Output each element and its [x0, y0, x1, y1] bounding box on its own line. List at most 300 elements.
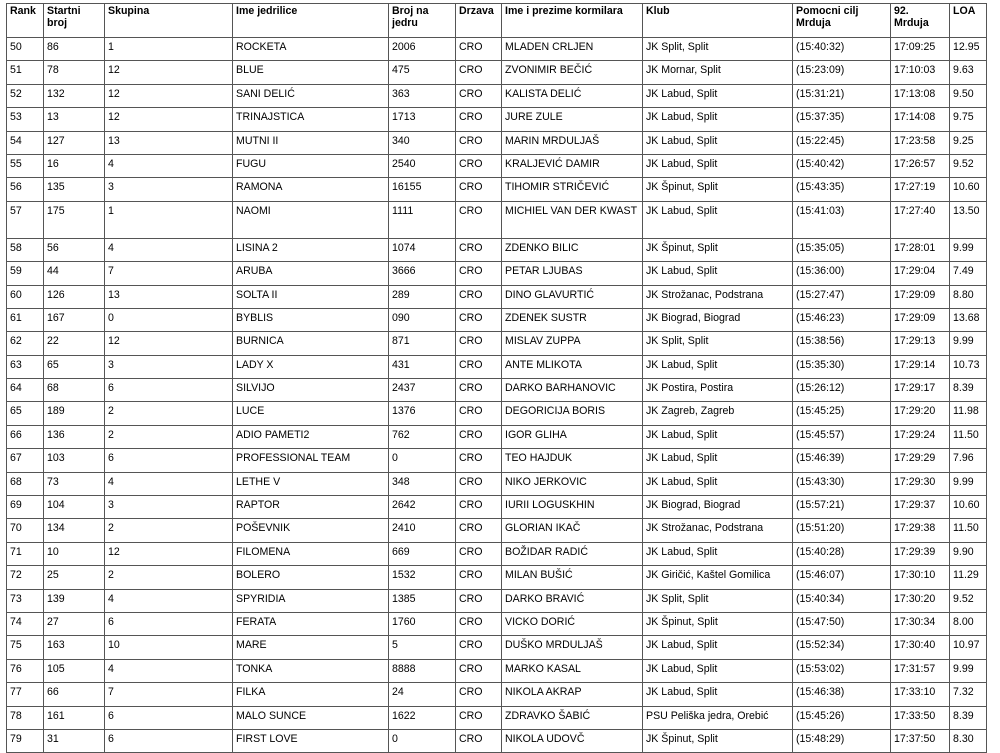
- table-cell: JK Strožanac, Podstrana: [643, 519, 793, 542]
- table-cell: 67: [7, 449, 44, 472]
- table-row: [7, 38, 987, 61]
- table-cell: 8888: [389, 659, 456, 682]
- table-row: [7, 379, 987, 402]
- table-cell: CRO: [456, 683, 502, 706]
- column-header: 92. Mrduja: [891, 4, 950, 38]
- table-cell: 7.96: [950, 449, 987, 472]
- table-cell: 9.52: [950, 589, 987, 612]
- table-cell: 73: [7, 589, 44, 612]
- table-cell: 78: [44, 61, 105, 84]
- table-cell: 17:30:20: [891, 589, 950, 612]
- table-cell: 17:29:37: [891, 496, 950, 519]
- table-cell: (15:43:30): [793, 472, 891, 495]
- table-cell: 090: [389, 308, 456, 331]
- table-cell: (15:35:05): [793, 238, 891, 261]
- column-header: Ime jedrilice: [233, 4, 389, 38]
- table-cell: 2: [105, 425, 233, 448]
- table-cell: JK Split, Split: [643, 589, 793, 612]
- table-cell: (15:45:26): [793, 706, 891, 729]
- column-header: Pomocni cilj Mrduja: [793, 4, 891, 38]
- table-cell: 17:28:01: [891, 238, 950, 261]
- table-cell: 2410: [389, 519, 456, 542]
- table-cell: CRO: [456, 496, 502, 519]
- table-cell: 17:14:08: [891, 108, 950, 131]
- table-cell: 17:31:57: [891, 659, 950, 682]
- table-row: [7, 449, 987, 472]
- table-cell: CRO: [456, 379, 502, 402]
- table-cell: 7.32: [950, 683, 987, 706]
- table-cell: 10.97: [950, 636, 987, 659]
- table-cell: JK Labud, Split: [643, 108, 793, 131]
- table-row: [7, 659, 987, 682]
- table-cell: CRO: [456, 332, 502, 355]
- table-cell: 17:13:08: [891, 84, 950, 107]
- table-cell: 2: [105, 519, 233, 542]
- table-row: [7, 612, 987, 635]
- table-cell: 7.49: [950, 262, 987, 285]
- table-cell: 8.00: [950, 612, 987, 635]
- table-cell: ADIO PAMETI2: [233, 425, 389, 448]
- table-cell: 2: [105, 402, 233, 425]
- table-cell: 11.98: [950, 402, 987, 425]
- table-cell: 475: [389, 61, 456, 84]
- table-cell: 76: [7, 659, 44, 682]
- column-header: Rank: [7, 4, 44, 38]
- table-cell: 9.63: [950, 61, 987, 84]
- table-cell: (15:43:35): [793, 178, 891, 201]
- table-cell: 135: [44, 178, 105, 201]
- table-cell: 0: [105, 308, 233, 331]
- table-cell: 17:30:40: [891, 636, 950, 659]
- table-cell: JK Špinut, Split: [643, 729, 793, 752]
- table-cell: ZDENKO BILIC: [502, 238, 643, 261]
- table-cell: JURE ZULE: [502, 108, 643, 131]
- table-cell: 9.75: [950, 108, 987, 131]
- table-cell: ANTE MLIKOTA: [502, 355, 643, 378]
- table-cell: (15:47:50): [793, 612, 891, 635]
- table-row: [7, 706, 987, 729]
- table-cell: 17:29:13: [891, 332, 950, 355]
- table-cell: 3: [105, 496, 233, 519]
- table-cell: JK Giričić, Kaštel Gomilica: [643, 566, 793, 589]
- table-cell: 3666: [389, 262, 456, 285]
- table-cell: 10.73: [950, 355, 987, 378]
- table-cell: 13: [105, 285, 233, 308]
- table-cell: 4: [105, 589, 233, 612]
- table-cell: 51: [7, 61, 44, 84]
- table-cell: 2540: [389, 154, 456, 177]
- table-cell: 22: [44, 332, 105, 355]
- table-cell: 44: [44, 262, 105, 285]
- table-cell: CRO: [456, 308, 502, 331]
- table-cell: 17:29:24: [891, 425, 950, 448]
- table-cell: CRO: [456, 201, 502, 238]
- table-cell: BURNICA: [233, 332, 389, 355]
- column-header: Ime i prezime kormilara: [502, 4, 643, 38]
- table-row: [7, 542, 987, 565]
- table-cell: 762: [389, 425, 456, 448]
- table-cell: FIRST LOVE: [233, 729, 389, 752]
- table-cell: 17:29:29: [891, 449, 950, 472]
- table-cell: CRO: [456, 659, 502, 682]
- table-cell: (15:52:34): [793, 636, 891, 659]
- table-row: [7, 201, 987, 238]
- table-cell: 13: [44, 108, 105, 131]
- table-cell: (15:46:39): [793, 449, 891, 472]
- table-row: [7, 308, 987, 331]
- table-cell: DUŠKO MRDULJAŠ: [502, 636, 643, 659]
- table-cell: 1532: [389, 566, 456, 589]
- table-cell: 50: [7, 38, 44, 61]
- table-cell: 8.30: [950, 729, 987, 752]
- table-cell: 31: [44, 729, 105, 752]
- table-cell: (15:53:02): [793, 659, 891, 682]
- table-cell: JK Labud, Split: [643, 449, 793, 472]
- table-cell: 104: [44, 496, 105, 519]
- table-cell: JK Labud, Split: [643, 472, 793, 495]
- table-cell: TEO HAJDUK: [502, 449, 643, 472]
- table-cell: SPYRIDIA: [233, 589, 389, 612]
- table-cell: 57: [7, 201, 44, 238]
- table-cell: 79: [7, 729, 44, 752]
- table-cell: VICKO DORIĆ: [502, 612, 643, 635]
- table-cell: 17:29:04: [891, 262, 950, 285]
- table-cell: DARKO BRAVIĆ: [502, 589, 643, 612]
- table-cell: 61: [7, 308, 44, 331]
- table-cell: 17:27:19: [891, 178, 950, 201]
- table-cell: 167: [44, 308, 105, 331]
- table-row: [7, 519, 987, 542]
- table-cell: TRINAJSTICA: [233, 108, 389, 131]
- column-header: LOA: [950, 4, 987, 38]
- table-cell: KALISTA DELIĆ: [502, 84, 643, 107]
- table-cell: CRO: [456, 636, 502, 659]
- table-cell: BOLERO: [233, 566, 389, 589]
- table-cell: CRO: [456, 61, 502, 84]
- table-cell: PROFESSIONAL TEAM: [233, 449, 389, 472]
- table-cell: LETHE V: [233, 472, 389, 495]
- table-cell: BLUE: [233, 61, 389, 84]
- table-row: [7, 589, 987, 612]
- table-cell: 4: [105, 472, 233, 495]
- table-cell: 17:30:34: [891, 612, 950, 635]
- table-cell: CRO: [456, 706, 502, 729]
- table-cell: 6: [105, 612, 233, 635]
- table-cell: (15:51:20): [793, 519, 891, 542]
- column-header: Broj na jedru: [389, 4, 456, 38]
- table-cell: JK Postira, Postira: [643, 379, 793, 402]
- table-cell: 17:09:25: [891, 38, 950, 61]
- table-cell: 86: [44, 38, 105, 61]
- table-row: [7, 84, 987, 107]
- table-cell: 17:29:20: [891, 402, 950, 425]
- table-row: [7, 402, 987, 425]
- table-cell: MUTNI II: [233, 131, 389, 154]
- table-cell: 58: [7, 238, 44, 261]
- table-cell: 54: [7, 131, 44, 154]
- table-row: [7, 496, 987, 519]
- table-cell: 2642: [389, 496, 456, 519]
- table-cell: 5: [389, 636, 456, 659]
- table-cell: JK Strožanac, Podstrana: [643, 285, 793, 308]
- table-cell: 12.95: [950, 38, 987, 61]
- table-cell: (15:40:28): [793, 542, 891, 565]
- table-cell: DINO GLAVURTIĆ: [502, 285, 643, 308]
- table-cell: CRO: [456, 612, 502, 635]
- table-cell: 68: [7, 472, 44, 495]
- table-cell: 6: [105, 379, 233, 402]
- table-cell: 17:29:38: [891, 519, 950, 542]
- table-cell: 25: [44, 566, 105, 589]
- table-cell: 53: [7, 108, 44, 131]
- table-cell: 4: [105, 238, 233, 261]
- table-cell: CRO: [456, 154, 502, 177]
- table-cell: 17:23:58: [891, 131, 950, 154]
- table-cell: RAMONA: [233, 178, 389, 201]
- table-row: [7, 355, 987, 378]
- table-cell: JK Labud, Split: [643, 84, 793, 107]
- table-cell: CRO: [456, 285, 502, 308]
- table-cell: BOŽIDAR RADIĆ: [502, 542, 643, 565]
- table-cell: 59: [7, 262, 44, 285]
- table-cell: 9.52: [950, 154, 987, 177]
- table-cell: CRO: [456, 402, 502, 425]
- table-cell: (15:46:38): [793, 683, 891, 706]
- table-cell: 55: [7, 154, 44, 177]
- table-row: [7, 285, 987, 308]
- table-cell: CRO: [456, 238, 502, 261]
- table-cell: 1: [105, 201, 233, 238]
- table-cell: 103: [44, 449, 105, 472]
- table-cell: JK Labud, Split: [643, 131, 793, 154]
- table-body: [7, 38, 987, 753]
- table-cell: 11.50: [950, 519, 987, 542]
- table-cell: 2006: [389, 38, 456, 61]
- table-cell: 163: [44, 636, 105, 659]
- table-row: [7, 154, 987, 177]
- table-cell: DARKO BARHANOVIC: [502, 379, 643, 402]
- table-cell: 1713: [389, 108, 456, 131]
- table-cell: 66: [7, 425, 44, 448]
- table-cell: NIKOLA AKRAP: [502, 683, 643, 706]
- table-cell: 1760: [389, 612, 456, 635]
- table-cell: 68: [44, 379, 105, 402]
- table-cell: 348: [389, 472, 456, 495]
- table-cell: 1385: [389, 589, 456, 612]
- table-cell: 17:27:40: [891, 201, 950, 238]
- table-cell: 12: [105, 108, 233, 131]
- table-cell: 6: [105, 706, 233, 729]
- table-cell: JK Labud, Split: [643, 683, 793, 706]
- table-cell: JK Split, Split: [643, 38, 793, 61]
- table-cell: JK Špinut, Split: [643, 238, 793, 261]
- table-cell: FERATA: [233, 612, 389, 635]
- results-table-container: [6, 3, 987, 753]
- table-cell: 65: [44, 355, 105, 378]
- table-cell: 52: [7, 84, 44, 107]
- table-cell: KRALJEVIĆ DAMIR: [502, 154, 643, 177]
- table-cell: 10.60: [950, 178, 987, 201]
- table-cell: 132: [44, 84, 105, 107]
- table-cell: CRO: [456, 355, 502, 378]
- table-cell: 1111: [389, 201, 456, 238]
- table-cell: CRO: [456, 729, 502, 752]
- table-cell: (15:40:42): [793, 154, 891, 177]
- table-cell: ZVONIMIR BEČIĆ: [502, 61, 643, 84]
- table-cell: 0: [389, 449, 456, 472]
- table-cell: 6: [105, 729, 233, 752]
- table-cell: (15:22:45): [793, 131, 891, 154]
- table-cell: 17:26:57: [891, 154, 950, 177]
- table-cell: SANI DELIĆ: [233, 84, 389, 107]
- table-cell: 10.60: [950, 496, 987, 519]
- table-row: [7, 729, 987, 752]
- table-cell: CRO: [456, 519, 502, 542]
- table-cell: CRO: [456, 131, 502, 154]
- table-cell: 1074: [389, 238, 456, 261]
- table-cell: CRO: [456, 589, 502, 612]
- table-cell: 11.50: [950, 425, 987, 448]
- table-cell: 62: [7, 332, 44, 355]
- table-cell: CRO: [456, 262, 502, 285]
- table-cell: 17:37:50: [891, 729, 950, 752]
- table-cell: (15:23:09): [793, 61, 891, 84]
- table-cell: DEGORICIJA BORIS: [502, 402, 643, 425]
- table-cell: 8.39: [950, 706, 987, 729]
- table-cell: 12: [105, 332, 233, 355]
- table-cell: 0: [389, 729, 456, 752]
- table-cell: 13: [105, 131, 233, 154]
- table-cell: (15:48:29): [793, 729, 891, 752]
- table-cell: (15:57:21): [793, 496, 891, 519]
- table-cell: 136: [44, 425, 105, 448]
- table-cell: SOLTA II: [233, 285, 389, 308]
- table-cell: 63: [7, 355, 44, 378]
- table-cell: LADY X: [233, 355, 389, 378]
- table-cell: (15:27:47): [793, 285, 891, 308]
- table-cell: JK Labud, Split: [643, 636, 793, 659]
- table-cell: 2: [105, 566, 233, 589]
- table-cell: 7: [105, 262, 233, 285]
- table-cell: 70: [7, 519, 44, 542]
- table-cell: (15:45:25): [793, 402, 891, 425]
- table-cell: IURII LOGUSKHIN: [502, 496, 643, 519]
- table-cell: CRO: [456, 542, 502, 565]
- table-cell: JK Labud, Split: [643, 355, 793, 378]
- table-cell: NIKO JERKOVIC: [502, 472, 643, 495]
- table-cell: 340: [389, 131, 456, 154]
- table-cell: TIHOMIR STRIČEVIĆ: [502, 178, 643, 201]
- table-cell: 65: [7, 402, 44, 425]
- table-cell: JK Labud, Split: [643, 425, 793, 448]
- results-table: [6, 3, 987, 753]
- table-cell: ZDENEK SUSTR: [502, 308, 643, 331]
- table-cell: CRO: [456, 108, 502, 131]
- table-cell: FILKA: [233, 683, 389, 706]
- table-cell: 24: [389, 683, 456, 706]
- column-header: Drzava: [456, 4, 502, 38]
- table-cell: 17:29:39: [891, 542, 950, 565]
- table-cell: 13.50: [950, 201, 987, 238]
- table-cell: BYBLIS: [233, 308, 389, 331]
- table-cell: 10: [105, 636, 233, 659]
- table-cell: 71: [7, 542, 44, 565]
- table-row: [7, 262, 987, 285]
- table-cell: CRO: [456, 449, 502, 472]
- table-cell: ZDRAVKO ŠABIĆ: [502, 706, 643, 729]
- table-cell: 9.99: [950, 659, 987, 682]
- table-cell: JK Labud, Split: [643, 154, 793, 177]
- table-cell: JK Mornar, Split: [643, 61, 793, 84]
- table-cell: 4: [105, 154, 233, 177]
- table-cell: 1622: [389, 706, 456, 729]
- table-cell: JK Biograd, Biograd: [643, 308, 793, 331]
- table-cell: 13.68: [950, 308, 987, 331]
- table-cell: 9.99: [950, 238, 987, 261]
- table-cell: 73: [44, 472, 105, 495]
- table-cell: IGOR GLIHA: [502, 425, 643, 448]
- table-cell: CRO: [456, 566, 502, 589]
- table-cell: 27: [44, 612, 105, 635]
- table-cell: 69: [7, 496, 44, 519]
- table-cell: 7: [105, 683, 233, 706]
- table-cell: 9.99: [950, 332, 987, 355]
- table-cell: CRO: [456, 38, 502, 61]
- table-cell: 64: [7, 379, 44, 402]
- table-cell: 127: [44, 131, 105, 154]
- table-cell: JK Labud, Split: [643, 542, 793, 565]
- table-cell: MISLAV ZUPPA: [502, 332, 643, 355]
- table-cell: 17:29:09: [891, 285, 950, 308]
- table-cell: 78: [7, 706, 44, 729]
- table-cell: 126: [44, 285, 105, 308]
- table-cell: (15:40:34): [793, 589, 891, 612]
- table-cell: 17:29:14: [891, 355, 950, 378]
- table-cell: 72: [7, 566, 44, 589]
- table-cell: (15:46:07): [793, 566, 891, 589]
- table-row: [7, 178, 987, 201]
- table-cell: 175: [44, 201, 105, 238]
- table-cell: (15:46:23): [793, 308, 891, 331]
- table-cell: 161: [44, 706, 105, 729]
- table-cell: CRO: [456, 425, 502, 448]
- table-cell: FILOMENA: [233, 542, 389, 565]
- table-cell: 9.25: [950, 131, 987, 154]
- table-cell: 2437: [389, 379, 456, 402]
- table-row: [7, 108, 987, 131]
- table-cell: 74: [7, 612, 44, 635]
- table-row: [7, 332, 987, 355]
- table-cell: JK Labud, Split: [643, 659, 793, 682]
- table-cell: JK Biograd, Biograd: [643, 496, 793, 519]
- table-cell: JK Split, Split: [643, 332, 793, 355]
- table-cell: (15:37:35): [793, 108, 891, 131]
- table-cell: 9.90: [950, 542, 987, 565]
- table-row: [7, 238, 987, 261]
- table-cell: 134: [44, 519, 105, 542]
- table-cell: CRO: [456, 472, 502, 495]
- table-cell: 56: [44, 238, 105, 261]
- table-row: [7, 61, 987, 84]
- table-cell: 1376: [389, 402, 456, 425]
- table-cell: 77: [7, 683, 44, 706]
- table-row: [7, 472, 987, 495]
- table-cell: JK Labud, Split: [643, 201, 793, 238]
- table-cell: ARUBA: [233, 262, 389, 285]
- table-cell: POŠEVNIK: [233, 519, 389, 542]
- table-cell: 17:29:30: [891, 472, 950, 495]
- table-row: [7, 683, 987, 706]
